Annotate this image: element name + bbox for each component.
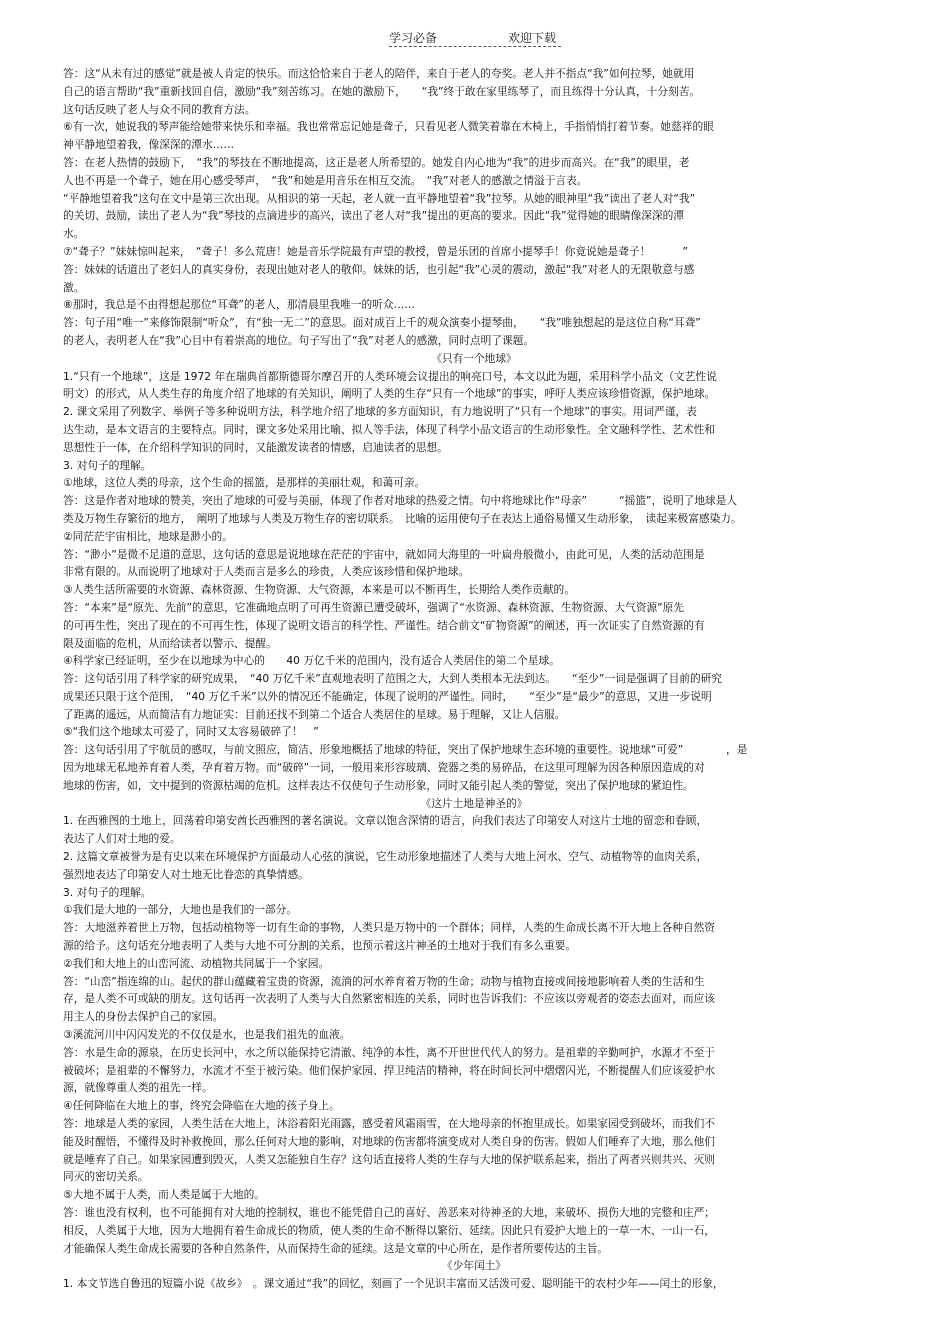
text-line: 水。 bbox=[63, 227, 85, 241]
text-line: 答：“山峦”指连绵的山。起伏的群山蕴藏着宝贵的资源，流淌的河水养育着万物的生命；动物与植物直接或间接地影响着人类的生活和生 bbox=[63, 974, 705, 988]
text-line: 了距离的遥远，从而简洁有力地证实：目前还找不到第二个适合人类居住的星球。易于理解，又让人信服。 bbox=[63, 707, 566, 721]
text-line: 人也不再是一个聋子，她在用心感受琴声， “我”和她是用音乐在相互交流。 “我”对老人的感激之情溢于言表。 bbox=[63, 173, 588, 187]
text-line: 的可再生性，突出了现在的不可再生性，体现了说明文语言的科学性、严谨性。结合前文“矿物资源”的阐述，再一次证实了自然资源的有 bbox=[63, 618, 705, 632]
text-line: 答：这是作者对地球的赞美，突出了地球的可爱与美丽，体现了作者对地球的热爱之情。句中将地球比作“母亲” “摇篮”，说明了地球是人 bbox=[63, 494, 738, 508]
text-line: 被破坏；是祖辈的不懈努力，水流才不至于被污染。他们保护家园、捍卫纯洁的精神，将在时间长河中熠熠闪光，不断提醒人们应该爱护水 bbox=[63, 1063, 715, 1077]
text-line: 限及面临的危机，从而给读者以警示、提醒。 bbox=[63, 636, 277, 650]
text-line: 答：水是生命的源泉，在历史长河中，水之所以能保持它清澈、纯净的本性，离不开世世代代人的努力。是祖辈的辛勤呵护，水源才不至于 bbox=[63, 1045, 715, 1059]
text-line: 地球的伤害，如，文中提到的资源枯竭的危机。这样表达不仅使句子生动形象，同时又能引起人类的警觉，突出了保护地球的紧迫性。 bbox=[63, 778, 694, 792]
text-line: 才能确保人类生命成长需要的各种自然条件，从而保持生命的延续。这是文章的中心所在，是作者所要传达的主旨。 bbox=[63, 1241, 609, 1255]
text-line: 类及万物生存繁衍的地方， 阐明了地球与人类及万物生存的密切联系。 比喻的运用使句子在表达上通俗易懂又生动形象， 读起来极富感染力。 bbox=[63, 511, 742, 525]
text-line: 激。 bbox=[63, 280, 85, 294]
text-line: 强烈地表达了印第安人对土地无比眷恋的真挚情感。 bbox=[63, 867, 309, 881]
text-line: 3. 对句子的理解。 bbox=[63, 458, 152, 472]
text-line: 答：地球是人类的家园，人类生活在大地上，沐浴着阳光雨露，感受着风霜雨雪，在大地母亲的怀抱里成长。如果家园受到破坏，而我们不 bbox=[63, 1117, 715, 1131]
text-line: 2. 这篇文章被誉为是有史以来在环境保护方面最动人心弦的演说，它生动形象地描述了人类与大地上河水、空气、动植物等的血肉关系， bbox=[63, 850, 708, 864]
text-line: 非常有限的。从而说明了地球对于人类而言是多么的珍贵，人类应该珍惜和保护地球。 bbox=[63, 565, 470, 579]
text-line: ③人类生活所需要的水资源、森林资源、生物资源、大气资源，本来是可以不断再生，长期给人类作贡献的。 bbox=[63, 583, 575, 597]
text-line: 答：这句话引用了宇航员的感叹，与前文照应，简洁、形象地概括了地球的特征，突出了保护地球生态环境的重要性。说地球“可爱” ，是 bbox=[63, 743, 748, 757]
text-line: 答：“本来”是“原先、先前”的意思，它准确地点明了可再生资源已遭受破坏，强调了“水资源、森林资源、生物资源、大气资源”原先 bbox=[63, 600, 685, 614]
page-header bbox=[0, 30, 950, 48]
text-line: 源的给予。这句话充分地表明了人类与大地不可分割的关系，也预示着这片神圣的土地对于我们有多么重要。 bbox=[63, 939, 577, 953]
text-line: 的关切、鼓励，读出了老人为“我”琴技的点滴进步的高兴，读出了老人对“我”提出的更高的要求。因此“我”觉得她的眼睛像深深的潭 bbox=[63, 209, 685, 223]
text-line: 相反，人类属于大地，因为大地拥有着生命成长的物质，使人类的生命不断得以繁衍、延续。因此只有爱护大地上的一草一木、一山一石， bbox=[63, 1223, 715, 1237]
section-title: 《少年闰土》 bbox=[441, 1259, 507, 1273]
text-line: ⑥有一次，她说我的琴声能给她带来快乐和幸福。我也常常忘记她是聋子，只看见老人微笑着靠在木椅上，手指悄悄打着节奏。她慈祥的眼 bbox=[63, 120, 714, 134]
text-line: ④任何降临在大地上的事，终究会降临在大地的孩子身上。 bbox=[63, 1099, 340, 1113]
text-line: 用主人的身份去保护自己的家园。 bbox=[63, 1010, 224, 1024]
text-line: 1. 在西雅图的土地上，回荡着印第安酋长西雅图的著名演说。文章以饱含深情的语言，向我们表达了印第安人对这片土地的留恋和眷顾， bbox=[63, 814, 708, 828]
text-line: 思想性于一体，在介绍科学知识的同时，又能激发读者的情感，启迪读者的思想。 bbox=[63, 440, 448, 454]
text-line: 因为地球无私地养育着人类，孕育着万物。而“破碎”一词，一般用来形容玻璃、瓷器之类的易碎品，在这里可理解为因各种原因造成的对 bbox=[63, 761, 705, 775]
text-line: 1.“只有一个地球”，这是 1972 年在瑞典首都斯德哥尔摩召开的人类环境会议提出的响亮口号，本文以此为题，采用科学小品文（文艺性说 bbox=[63, 369, 717, 383]
text-line: 的老人，表明老人在“我”心目中有着崇高的地位。句子写出了“我”对老人的感激，同时点明了课题。 bbox=[63, 333, 535, 347]
text-line: 同灭的密切关系。 bbox=[63, 1170, 149, 1184]
text-line: 这句话反映了老人与众不同的教育方法。 bbox=[63, 102, 256, 116]
text-line: 1. 本文节选自鲁迅的短篇小说《故乡》 。课文通过“我”的回忆，刻画了一个见识丰富而又活泼可爱、聪明能干的农村少年——闰土的形象， bbox=[63, 1277, 724, 1291]
section-title: 《这片土地是神圣的》 bbox=[420, 796, 528, 810]
text-line: 达生动，是本文语言的主要特点。同时，课文多处采用比喻、拟人等手法，体现了科学小品文语言的生动形象性。全文融科学性、艺术性和 bbox=[63, 422, 715, 436]
text-line: 答：这“从未有过的感觉”就是被人肯定的快乐。而这恰恰来自于老人的陪伴，来自于老人的夸奖。老人并不指点“我”如何拉琴，她就用 bbox=[63, 67, 695, 80]
text-line: ②我们和大地上的山峦河流、动植物共同属于一个家园。 bbox=[63, 956, 330, 970]
header-left-text: 学习必备 bbox=[389, 31, 438, 45]
text-line: 神平静地望着我，像深深的潭水…… bbox=[63, 138, 235, 152]
text-line: 能及时醒悟，不懂得及时补救挽回，那么任何对大地的影响，对地球的伤害都将演变成对人类自身的伤害。假如人们唾弃了大地，那么他们 bbox=[63, 1134, 715, 1148]
text-line: ⑤“我们这个地球太可爱了，同时又太容易破碎了！ ” bbox=[63, 725, 319, 739]
section-title: 《只有一个地球》 bbox=[431, 351, 517, 365]
text-line: 明文）的形式，从人类生存的角度介绍了地球的有关知识，阐明了人类的生存“只有一个地球”的事实，呼吁人类应该珍惜资源，保护地球。 bbox=[63, 387, 716, 401]
text-line: 答：妹妹的话道出了老妇人的真实身份，表现出她对老人的敬仰。妹妹的话，也引起“我”心灵的震动，激起“我”对老人的无限敬意与感 bbox=[63, 262, 695, 276]
text-line: “平静地望着我”这句在文中是第三次出现。从相识的第一天起，老人就一直平静地望着“我”拉琴。从她的眼神里“我”读出了老人对“我” bbox=[63, 191, 696, 205]
document-body bbox=[63, 65, 885, 1293]
text-line: 2. 课文采用了列数字、举例子等多种说明方法，科学地介绍了地球的多方面知识，有力地说明了“只有一个地球”的事实。用词严谨，表 bbox=[63, 405, 697, 419]
text-line: 答：大地滋养着世上万物，包括动植物等一切有生命的事物，人类只是万物中的一个群体；同样，人类的生命成长离不开大地上各种自然资 bbox=[63, 921, 715, 935]
text-line: 就是唾弃了自己。如果家园遭到毁灭，人类又怎能独自生存？这句话直接将人类的生存与大地的保护联系起来，指出了两者兴则共兴、灭则 bbox=[63, 1152, 715, 1166]
text-line: 存，是人类不可或缺的朋友。这句话再一次表明了人类与大自然紧密相连的关系，同时也告诉我们：不应该以旁观者的姿态去面对，而应该 bbox=[63, 992, 715, 1006]
text-line: 3. 对句子的理解。 bbox=[63, 885, 152, 899]
text-line: ③溪流河川中闪闪发光的不仅仅是水，也是我们祖先的血液。 bbox=[63, 1028, 351, 1042]
text-line: ②同茫茫宇宙相比，地球是渺小的。 bbox=[63, 529, 233, 543]
text-line: 成果还只限于这个范围， “40 万亿千米”以外的情况还不能确定，体现了说明的严谨性。同时， “至少”是“最少”的意思，又进一步说明 bbox=[63, 689, 712, 703]
text-line: 答：这句话引用了科学家的研究成果， “40 万亿千米”直观地表明了范围之大，大到人类根本无法到达。 “至少”一词是强调了目前的研究 bbox=[63, 672, 723, 686]
header-right-text: 欢迎下载 bbox=[508, 31, 557, 45]
text-line: 答：“渺小”是微不足道的意思，这句话的意思是说地球在茫茫的宇宙中，就如同大海里的一叶扁舟般微小，由此可见，人类的活动范围是 bbox=[63, 547, 705, 561]
text-line: 自己的语言帮助“我”重新找回自信，激励“我”刻苦练习。在她的激励下， “我”终于敢在家里练琴了，而且练得十分认真，十分刻苦。 bbox=[63, 84, 701, 98]
text-line: 答：句子用“唯一”来修饰限制“听众”，有“独一无二”的意思。面对成百上千的观众演奏小提琴曲， “我”唯独想起的是这位自称“耳聋” bbox=[63, 316, 701, 330]
text-line: 表达了人们对土地的爱。 bbox=[63, 832, 181, 846]
text-line: ④科学家已经证明，至少在以地球为中心的 40 万亿千米的范围内，没有适合人类居住的第二个星球。 bbox=[63, 654, 560, 668]
text-line: ⑦“聋子？”妹妹惊叫起来， “聋子！多么荒唐！她是音乐学院最有声望的教授，曾是乐团的首席小提琴手！你竟说她是聋子！ ” bbox=[63, 244, 688, 258]
text-line: ⑧那时，我总是不由得想起那位“耳聋”的老人，那清晨里我唯一的听众…… bbox=[63, 298, 415, 312]
text-line: 答：谁也没有权利，也不可能拥有对大地的控制权，谁也不能凭借自己的喜好、善恶来对待神圣的大地，来破坏、损伤大地的完整和庄严； bbox=[63, 1206, 715, 1219]
text-line: 答：在老人热情的鼓励下， “我”的琴技在不断地提高，这正是老人所希望的。她发自内心地为“我”的进步而高兴。在“我”的眼里，老 bbox=[63, 155, 690, 169]
text-line: ①地球，这位人类的母亲，这个生命的摇篮，是那样的美丽壮观，和蔼可亲。 bbox=[63, 476, 426, 490]
text-line: 源，就像尊重人类的祖先一样。 bbox=[63, 1081, 213, 1095]
text-line: ⑤大地不属于人类，而人类是属于大地的。 bbox=[63, 1188, 265, 1202]
text-line: ①我们是大地的一部分，大地也是我们的一部分。 bbox=[63, 903, 298, 917]
header-underline bbox=[389, 46, 561, 47]
